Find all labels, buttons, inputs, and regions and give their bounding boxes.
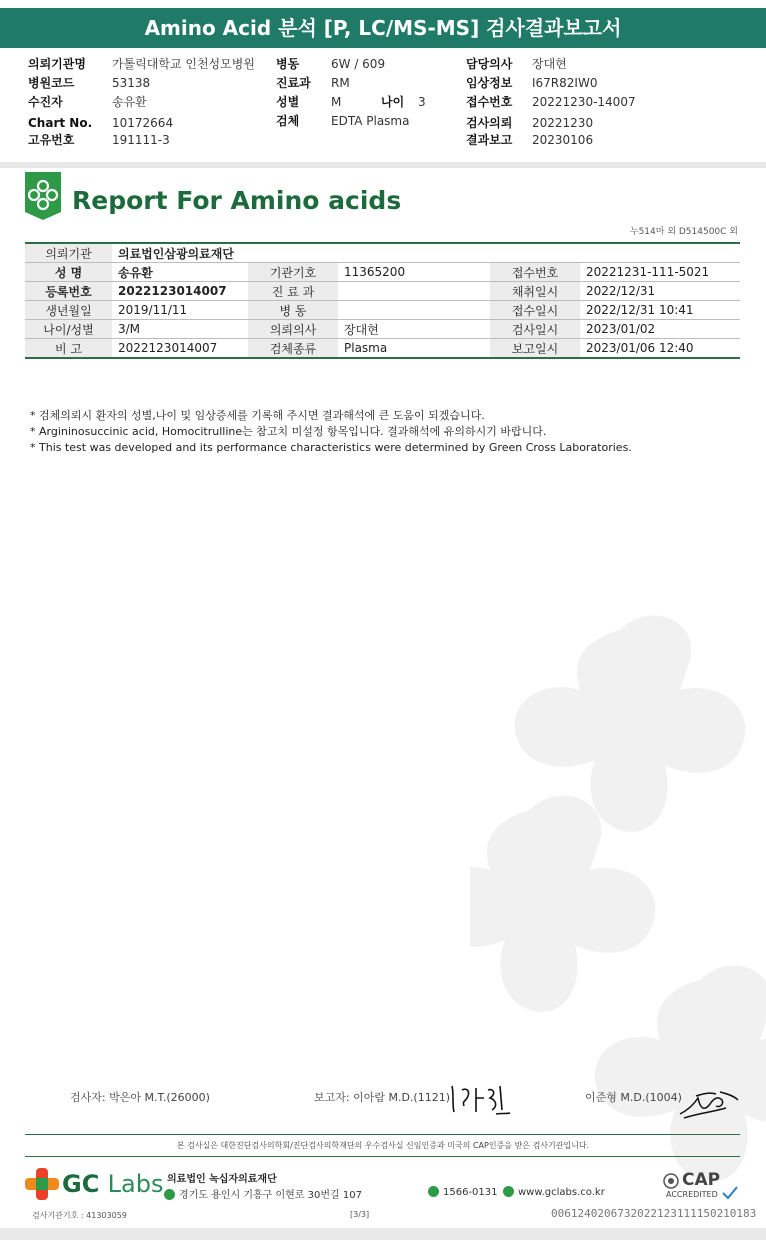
table-value: 2023/01/06 12:40 xyxy=(580,339,740,359)
note-line: * This test was developed and its performance characteristics were determined by Green Cross Laboratories. xyxy=(30,441,632,454)
table-value: 2022123014007 xyxy=(112,339,248,359)
cap-accredited-logo xyxy=(662,1170,742,1202)
hdr-label: 병동 xyxy=(276,57,300,71)
cap-accredited-text: ACCREDITED xyxy=(666,1190,718,1199)
hdr-label: 결과보고 xyxy=(466,133,513,147)
hdr-label: 검사의뢰 xyxy=(466,116,513,130)
gc-logo-icon xyxy=(25,1168,59,1200)
table-value: 의료법인삼광의료재단 xyxy=(112,243,740,263)
table-key: 접수일시 xyxy=(490,301,580,320)
hdr-value: 53138 xyxy=(112,76,151,90)
table-key: 비 고 xyxy=(25,339,112,359)
hdr-label: 성별 xyxy=(276,95,300,109)
institution-code: 검사기관기호 : 41303059 xyxy=(32,1211,127,1220)
table-key: 병 동 xyxy=(248,301,338,320)
hdr-label: 나이 xyxy=(381,95,405,109)
table-key: 채취일시 xyxy=(490,282,580,301)
hdr-value: 191111-3 xyxy=(112,133,170,147)
table-key: 성 명 xyxy=(25,263,112,282)
table-key: 접수번호 xyxy=(490,263,580,282)
logo-labs-text: Labs xyxy=(107,1170,164,1198)
patient-info-table xyxy=(25,242,740,359)
report-badge-icon xyxy=(25,172,61,220)
table-key: 의뢰의사 xyxy=(248,320,338,339)
table-row xyxy=(25,301,740,320)
table-key: 기관기호 xyxy=(248,263,338,282)
address xyxy=(164,1186,362,1201)
page-number: [3/3] xyxy=(350,1210,370,1219)
table-value: 장대현 xyxy=(338,320,490,339)
phone xyxy=(428,1186,498,1198)
table-value: 2022/12/31 10:41 xyxy=(580,301,740,320)
table-key: 검체종류 xyxy=(248,339,338,359)
hdr-value: I67R82IW0 xyxy=(532,76,598,90)
hdr-value: 6W / 609 xyxy=(331,57,386,71)
reporter-signature xyxy=(446,1080,512,1118)
table-value: Plasma xyxy=(338,339,490,359)
table-value: 2019/11/11 xyxy=(112,301,248,320)
watermark-cross-pattern xyxy=(470,560,766,1220)
hdr-label: 담당의사 xyxy=(466,57,513,71)
report-ref: 누514마 외 D514500C 외 xyxy=(629,227,738,237)
table-row xyxy=(25,243,740,263)
doctor-signature xyxy=(676,1084,740,1120)
address-text: 경기도 용인시 기흥구 이현로 30번길 107 xyxy=(179,1190,362,1201)
hdr-value: 20221230-14007 xyxy=(532,95,636,109)
table-value: 20221231-111-5021 xyxy=(580,263,740,282)
phone-text: 1566-0131 xyxy=(443,1187,498,1198)
table-value: 3/M xyxy=(112,320,248,339)
table-key: 검사일시 xyxy=(490,320,580,339)
hdr-label: 진료과 xyxy=(276,76,311,90)
certification-text: 본 검사실은 대한진단검사의학회/진단검사의학재단의 우수검사실 신임인증과 미국의 CAP인증을 받은 검사기관입니다. xyxy=(176,1141,590,1150)
website-text: www.gclabs.co.kr xyxy=(518,1187,605,1198)
table-value xyxy=(338,282,490,301)
hdr-label: Chart No. xyxy=(28,116,93,130)
table-key: 나이/성별 xyxy=(25,320,112,339)
hdr-value: EDTA Plasma xyxy=(331,114,410,128)
table-key: 보고일시 xyxy=(490,339,580,359)
table-key: 의뢰기관 xyxy=(25,243,112,263)
table-key: 진 료 과 xyxy=(248,282,338,301)
table-value: 2023/01/02 xyxy=(580,320,740,339)
hdr-value: 20230106 xyxy=(532,133,594,147)
location-icon xyxy=(164,1189,175,1200)
hdr-value: 20221230 xyxy=(532,116,594,130)
table-key: 생년월일 xyxy=(25,301,112,320)
hdr-value: 장대현 xyxy=(532,57,567,71)
hdr-label: 수진자 xyxy=(28,95,63,109)
hdr-label: 접수번호 xyxy=(466,95,513,109)
hdr-label: 임상정보 xyxy=(466,76,513,90)
table-value: 2022123014007 xyxy=(112,282,248,301)
barcode-number: 00612402067320221231111502101​83 xyxy=(551,1207,757,1220)
hdr-value: M xyxy=(331,95,342,109)
hdr-value: 3 xyxy=(418,95,426,109)
table-row xyxy=(25,320,740,339)
footer-rule-top xyxy=(25,1134,740,1135)
table-value: 11365200 xyxy=(338,263,490,282)
table-value xyxy=(338,301,490,320)
notes xyxy=(30,408,632,456)
hdr-value: 가톨릭대학교 인천성모병원 xyxy=(112,57,255,71)
gc-labs-logo xyxy=(62,1170,164,1198)
note-line: * Argininosuccinic acid, Homocitrulline는 참고치 미설정 항목입니다. 결과해석에 유의하시기 바랍니다. xyxy=(30,425,547,438)
table-value: 송유환 xyxy=(112,263,248,282)
home-icon xyxy=(503,1186,514,1197)
table-value: 2022/12/31 xyxy=(580,282,740,301)
section-divider xyxy=(0,162,766,168)
corporation-name: 의료법인 녹십자의료재단 xyxy=(167,1174,277,1185)
tester-signature-text: 검사자: 박은아 M.T.(26000) xyxy=(70,1091,210,1104)
phone-icon xyxy=(428,1186,439,1197)
hdr-value: RM xyxy=(331,76,350,90)
hdr-label: 병원코드 xyxy=(28,76,75,90)
note-line: * 검체의뢰시 환자의 성별,나이 및 임상증세를 기록해 주시면 결과해석에 큰 도움이 되겠습니다. xyxy=(30,409,485,422)
logo-gc-text: GC xyxy=(62,1170,100,1198)
cap-seal-icon xyxy=(662,1172,680,1190)
bottom-strip xyxy=(0,1228,766,1240)
check-icon xyxy=(722,1186,738,1200)
hdr-label: 검체 xyxy=(276,114,300,128)
table-row xyxy=(25,339,740,359)
doctor-signature-text: 이준형 M.D.(1004) xyxy=(585,1091,682,1104)
hdr-value: 10172664 xyxy=(112,116,174,130)
table-row xyxy=(25,263,740,282)
table-key: 등록번호 xyxy=(25,282,112,301)
hdr-value: 송유환 xyxy=(112,95,147,109)
footer-rule-bottom xyxy=(25,1156,740,1157)
website xyxy=(503,1186,605,1198)
cap-text: CAP xyxy=(682,1170,721,1190)
reporter-signature-text: 보고자: 이아람 M.D.(1121) xyxy=(314,1091,450,1104)
hdr-label: 의뢰기관명 xyxy=(28,57,86,71)
table-row xyxy=(25,282,740,301)
document-title: Amino Acid 분석 [P, LC/MS-MS] 검사결과보고서 xyxy=(144,16,622,40)
hdr-label: 고유번호 xyxy=(28,133,75,147)
report-title: Report For Amino acids xyxy=(72,186,402,215)
